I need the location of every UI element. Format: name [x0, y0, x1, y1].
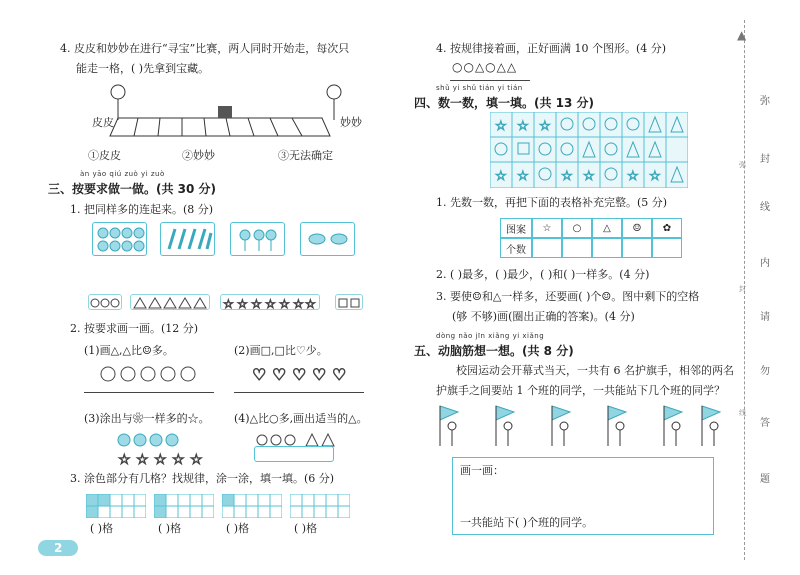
svg-text:☆: ☆	[539, 119, 551, 134]
shade-grid-1	[86, 494, 146, 522]
s4-q3-line1: 3. 要使☺和△一样多，还要画( )个☺。图中剩下的空格	[436, 290, 700, 303]
count-cell[interactable]	[592, 238, 622, 258]
match-shapes-stars	[220, 294, 320, 310]
seal-char-8: 题	[760, 474, 770, 485]
svg-text:☆: ☆	[154, 452, 167, 468]
heart-row	[252, 365, 362, 387]
svg-text:♡: ♡	[272, 365, 287, 383]
svg-text:☆: ☆	[251, 297, 262, 310]
section4-pinyin: shǔ yi shǔ tián yi tián	[436, 84, 523, 92]
draw-label: 画一画：	[460, 464, 504, 477]
svg-text:☆: ☆	[118, 452, 131, 468]
seal-small-2: 封	[739, 285, 746, 293]
section4-title: 四、数一数，填一填。(共 13 分)	[414, 96, 595, 110]
flag-bearers-illustration	[436, 402, 726, 456]
treasure-path-illustration	[90, 80, 370, 140]
shade-grid-3	[222, 494, 282, 522]
svg-text:☆: ☆	[495, 119, 507, 134]
svg-text:☆: ☆	[517, 169, 529, 184]
q4-text-line1: 4. 皮皮和妙妙在进行“寻宝”比赛，两人同时开始走，每次只	[60, 42, 350, 55]
s3-q2-2: (2)画□,□比♡少。	[234, 344, 328, 357]
match-box-pears	[92, 222, 147, 256]
table-row-label: 个数	[500, 238, 532, 258]
grid-blank-4: ( )格	[294, 522, 318, 535]
s3-q2-4: (4)△比○多,画出适当的△。	[234, 412, 368, 425]
seal-char-5: 请	[760, 312, 770, 323]
q4-text-line2: 能走一格，( )先拿到宝藏。	[76, 62, 210, 75]
seal-char-2: 封	[760, 154, 770, 165]
r-q4-text: 4. 按规律接着画，正好画满 10 个图形。(4 分)	[436, 42, 667, 55]
svg-text:☆: ☆	[172, 452, 185, 468]
s5-paragraph-line1: 校园运动会开幕式当天，一共有 6 名护旗手，相邻的两名	[456, 364, 734, 377]
answer-line-2	[234, 392, 364, 393]
smiley-row	[100, 365, 210, 387]
svg-text:☆: ☆	[583, 169, 595, 184]
count-table	[500, 218, 682, 258]
draw-answer-box[interactable]	[254, 446, 334, 462]
option-1: ①皮皮	[88, 149, 121, 162]
answer-line-1	[84, 392, 214, 393]
shade-grid-2	[154, 494, 214, 522]
grid-blank-1: ( )格	[90, 522, 114, 535]
label-miaomiao: 妙妙	[340, 116, 362, 129]
shade-grid-4	[290, 494, 350, 522]
pattern-grid	[490, 112, 688, 192]
svg-text:♡: ♡	[312, 365, 327, 383]
svg-text:☆: ☆	[237, 297, 248, 310]
svg-text:☆: ☆	[561, 169, 573, 184]
count-cell[interactable]	[532, 238, 562, 258]
r-q4-shapes: ○○△○△△	[452, 60, 518, 74]
svg-text:☆: ☆	[305, 297, 316, 310]
table-head-star-icon: ☆	[532, 218, 562, 238]
s3-q2-3: (3)涂出与❀一样多的☆。	[84, 412, 210, 425]
s3-q2-1: (1)画△,△比☺多。	[84, 344, 174, 357]
flower-stars-figure	[116, 432, 206, 472]
match-shapes-squares	[335, 294, 363, 310]
match-box-fish	[300, 222, 355, 256]
svg-text:☆: ☆	[495, 169, 507, 184]
s4-q2-text: 2. ( )最多，( )最少，( )和( )一样多。(4 分)	[436, 268, 650, 281]
svg-text:☆: ☆	[293, 297, 304, 310]
match-box-pencils	[160, 222, 215, 256]
svg-text:☆: ☆	[190, 452, 203, 468]
label-pipi: 皮皮	[92, 116, 114, 129]
seal-char-4: 内	[760, 258, 770, 269]
r-q4-answer-line	[450, 80, 530, 81]
seal-char-3: 线	[760, 202, 770, 213]
count-cell[interactable]	[652, 238, 682, 258]
table-head-smiley-icon: ☺	[622, 218, 652, 238]
svg-text:☆: ☆	[627, 169, 639, 184]
svg-text:☆: ☆	[136, 452, 149, 468]
count-cell[interactable]	[562, 238, 592, 258]
svg-text:☆: ☆	[279, 297, 290, 310]
section5-title: 五、动脑筋想一想。(共 8 分)	[414, 344, 574, 358]
section3-pinyin: àn yāo qiú zuò yi zuò	[80, 170, 165, 178]
svg-text:☆: ☆	[649, 169, 661, 184]
s3-q1-text: 1. 把同样多的连起来。(8 分)	[70, 203, 214, 216]
s5-answer-text: 一共能站下( )个班的同学。	[460, 516, 594, 529]
section3-title: 三、按要求做一做。(共 30 分)	[48, 182, 217, 196]
svg-text:♡: ♡	[252, 365, 267, 383]
svg-text:☆: ☆	[517, 119, 529, 134]
match-shapes-circles	[88, 294, 122, 310]
table-head-triangle-icon: △	[592, 218, 622, 238]
grid-blank-2: ( )格	[158, 522, 182, 535]
seal-char-7: 答	[760, 418, 770, 429]
svg-text:♡: ♡	[292, 365, 307, 383]
svg-text:☆: ☆	[223, 297, 234, 310]
table-head-flower-icon: ✿	[652, 218, 682, 238]
s4-q1-text: 1. 先数一数，再把下面的表格补充完整。(5 分)	[436, 196, 668, 209]
table-head-circle-icon: ○	[562, 218, 592, 238]
seal-char-1: 弥	[760, 96, 770, 107]
svg-text:☆: ☆	[265, 297, 276, 310]
table-head-label: 图案	[500, 218, 532, 238]
option-3: ③无法确定	[278, 149, 333, 162]
option-2: ②妙妙	[182, 149, 215, 162]
seal-small-3: 线	[739, 409, 746, 417]
svg-text:♡: ♡	[332, 365, 347, 383]
match-shapes-triangles	[130, 294, 210, 310]
seal-small-1: 弥	[739, 161, 746, 169]
s3-q3-text: 3. 涂色部分有几格？找规律，涂一涂，填一填。(6 分)	[70, 472, 335, 485]
rocket-icon: ▲	[737, 28, 747, 42]
s5-paragraph-line2: 护旗手之间要站 1 个班的同学，一共能站下几个班的同学？	[436, 384, 725, 397]
s4-q3-line2: (够 不够)画(圈出正确的答案)。(4 分)	[452, 310, 635, 323]
grid-blank-3: ( )格	[226, 522, 250, 535]
match-box-flowers	[230, 222, 285, 256]
section5-pinyin: dòng nǎo jīn xiǎng yi xiǎng	[436, 332, 545, 340]
page-number: 2	[54, 541, 63, 555]
count-cell[interactable]	[622, 238, 652, 258]
seal-char-6: 勿	[760, 366, 770, 377]
s3-q2-text: 2. 按要求画一画。(12 分)	[70, 322, 199, 335]
